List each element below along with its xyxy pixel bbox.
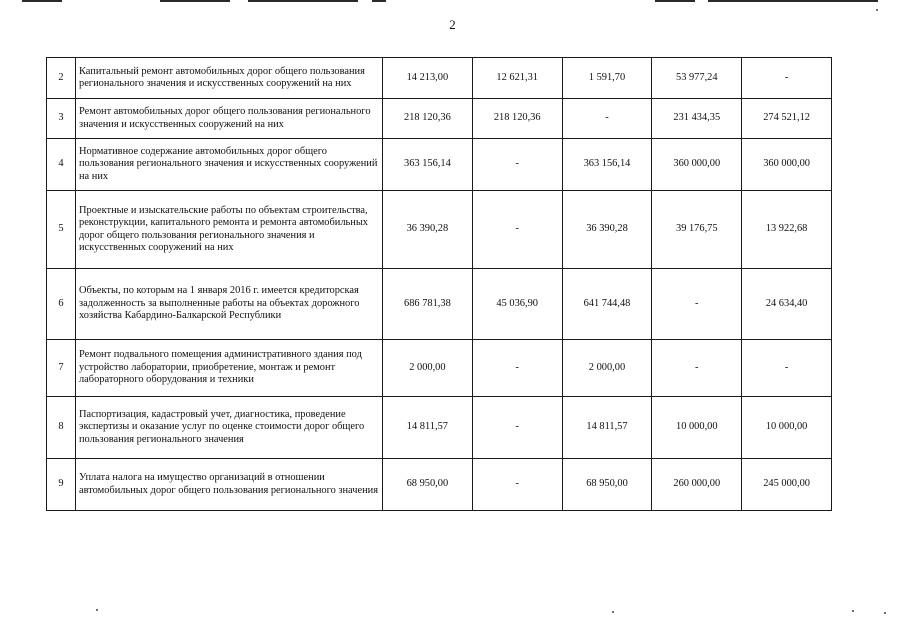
scan-dot: [876, 9, 878, 11]
value-cell-1: 14 811,57: [383, 397, 473, 459]
value-cell-1: 36 390,28: [383, 191, 473, 269]
scan-mark: [160, 0, 230, 2]
row-name: Объекты, по которым на 1 января 2016 г. имеется кредиторская задолженность за выполненные работы на объектах дорожного хозяйства Кабардино-Балкарской Республики: [76, 269, 383, 340]
value-cell-3: 14 811,57: [562, 397, 652, 459]
table-body: [47, 58, 832, 511]
scan-dot: [852, 610, 854, 612]
value-cell-5: 13 922,68: [742, 191, 832, 269]
value-cell-4: 260 000,00: [652, 459, 742, 511]
scan-dot: [612, 611, 614, 613]
table-row: [47, 459, 832, 511]
value-cell-5: 274 521,12: [742, 99, 832, 139]
value-cell-1: 14 213,00: [383, 58, 473, 99]
value-cell-3: 68 950,00: [562, 459, 652, 511]
row-name: Паспортизация, кадастровый учет, диагностика, проведение экспертизы и оказание услуг по оценке стоимости дорог общего пользования регионального значения: [76, 397, 383, 459]
scan-mark: [655, 0, 695, 2]
value-cell-2: 12 621,31: [472, 58, 562, 99]
row-number: 6: [47, 269, 76, 340]
value-cell-3: 641 744,48: [562, 269, 652, 340]
value-cell-4: -: [652, 269, 742, 340]
row-name: Уплата налога на имущество организаций в отношении автомобильных дорог общего пользования регионального значения: [76, 459, 383, 511]
row-name: Ремонт автомобильных дорог общего пользования регионального значения и искусственных сооружений на них: [76, 99, 383, 139]
value-cell-4: -: [652, 340, 742, 397]
scan-mark: [372, 0, 386, 2]
value-cell-5: 245 000,00: [742, 459, 832, 511]
row-number: 9: [47, 459, 76, 511]
value-cell-4: 360 000,00: [652, 139, 742, 191]
value-cell-4: 10 000,00: [652, 397, 742, 459]
row-number: 4: [47, 139, 76, 191]
value-cell-2: -: [472, 397, 562, 459]
value-cell-2: 218 120,36: [472, 99, 562, 139]
value-cell-1: 686 781,38: [383, 269, 473, 340]
row-name: Нормативное содержание автомобильных дорог общего пользования регионального значения и искусственных сооружений на них: [76, 139, 383, 191]
scan-dot: [96, 609, 98, 611]
value-cell-1: 363 156,14: [383, 139, 473, 191]
row-number: 8: [47, 397, 76, 459]
scan-mark: [22, 0, 62, 2]
value-cell-4: 53 977,24: [652, 58, 742, 99]
row-number: 2: [47, 58, 76, 99]
value-cell-2: -: [472, 459, 562, 511]
value-cell-2: 45 036,90: [472, 269, 562, 340]
value-cell-1: 68 950,00: [383, 459, 473, 511]
value-cell-3: 1 591,70: [562, 58, 652, 99]
table-row: [47, 191, 832, 269]
value-cell-2: -: [472, 191, 562, 269]
row-number: 5: [47, 191, 76, 269]
table-row: [47, 58, 832, 99]
row-name: Проектные и изыскательские работы по объектам строительства, реконструкции, капитального ремонта и ремонта автомобильных дорог общего пользования регионального значения и искусственных сооружений на них: [76, 191, 383, 269]
value-cell-5: 24 634,40: [742, 269, 832, 340]
table-row: [47, 99, 832, 139]
value-cell-1: 218 120,36: [383, 99, 473, 139]
table-row: [47, 397, 832, 459]
value-cell-5: 10 000,00: [742, 397, 832, 459]
scan-dot: [884, 612, 886, 614]
value-cell-2: -: [472, 139, 562, 191]
value-cell-3: 363 156,14: [562, 139, 652, 191]
value-cell-5: -: [742, 58, 832, 99]
value-cell-3: 36 390,28: [562, 191, 652, 269]
value-cell-1: 2 000,00: [383, 340, 473, 397]
value-cell-3: 2 000,00: [562, 340, 652, 397]
table-row: [47, 340, 832, 397]
scan-mark: [248, 0, 358, 2]
value-cell-3: -: [562, 99, 652, 139]
row-number: 7: [47, 340, 76, 397]
row-number: 3: [47, 99, 76, 139]
table-row: [47, 139, 832, 191]
value-cell-5: 360 000,00: [742, 139, 832, 191]
value-cell-5: -: [742, 340, 832, 397]
table-row: [47, 269, 832, 340]
scan-mark: [708, 0, 878, 2]
budget-table: [46, 57, 832, 511]
row-name: Капитальный ремонт автомобильных дорог общего пользования регионального значения и искусственных сооружений на них: [76, 58, 383, 99]
row-name: Ремонт подвального помещения административного здания под устройство лаборатории, приобретение, монтаж и ремонт лабораторного оборудования и техники: [76, 340, 383, 397]
value-cell-4: 39 176,75: [652, 191, 742, 269]
page-number: 2: [449, 17, 456, 32]
value-cell-4: 231 434,35: [652, 99, 742, 139]
value-cell-2: -: [472, 340, 562, 397]
